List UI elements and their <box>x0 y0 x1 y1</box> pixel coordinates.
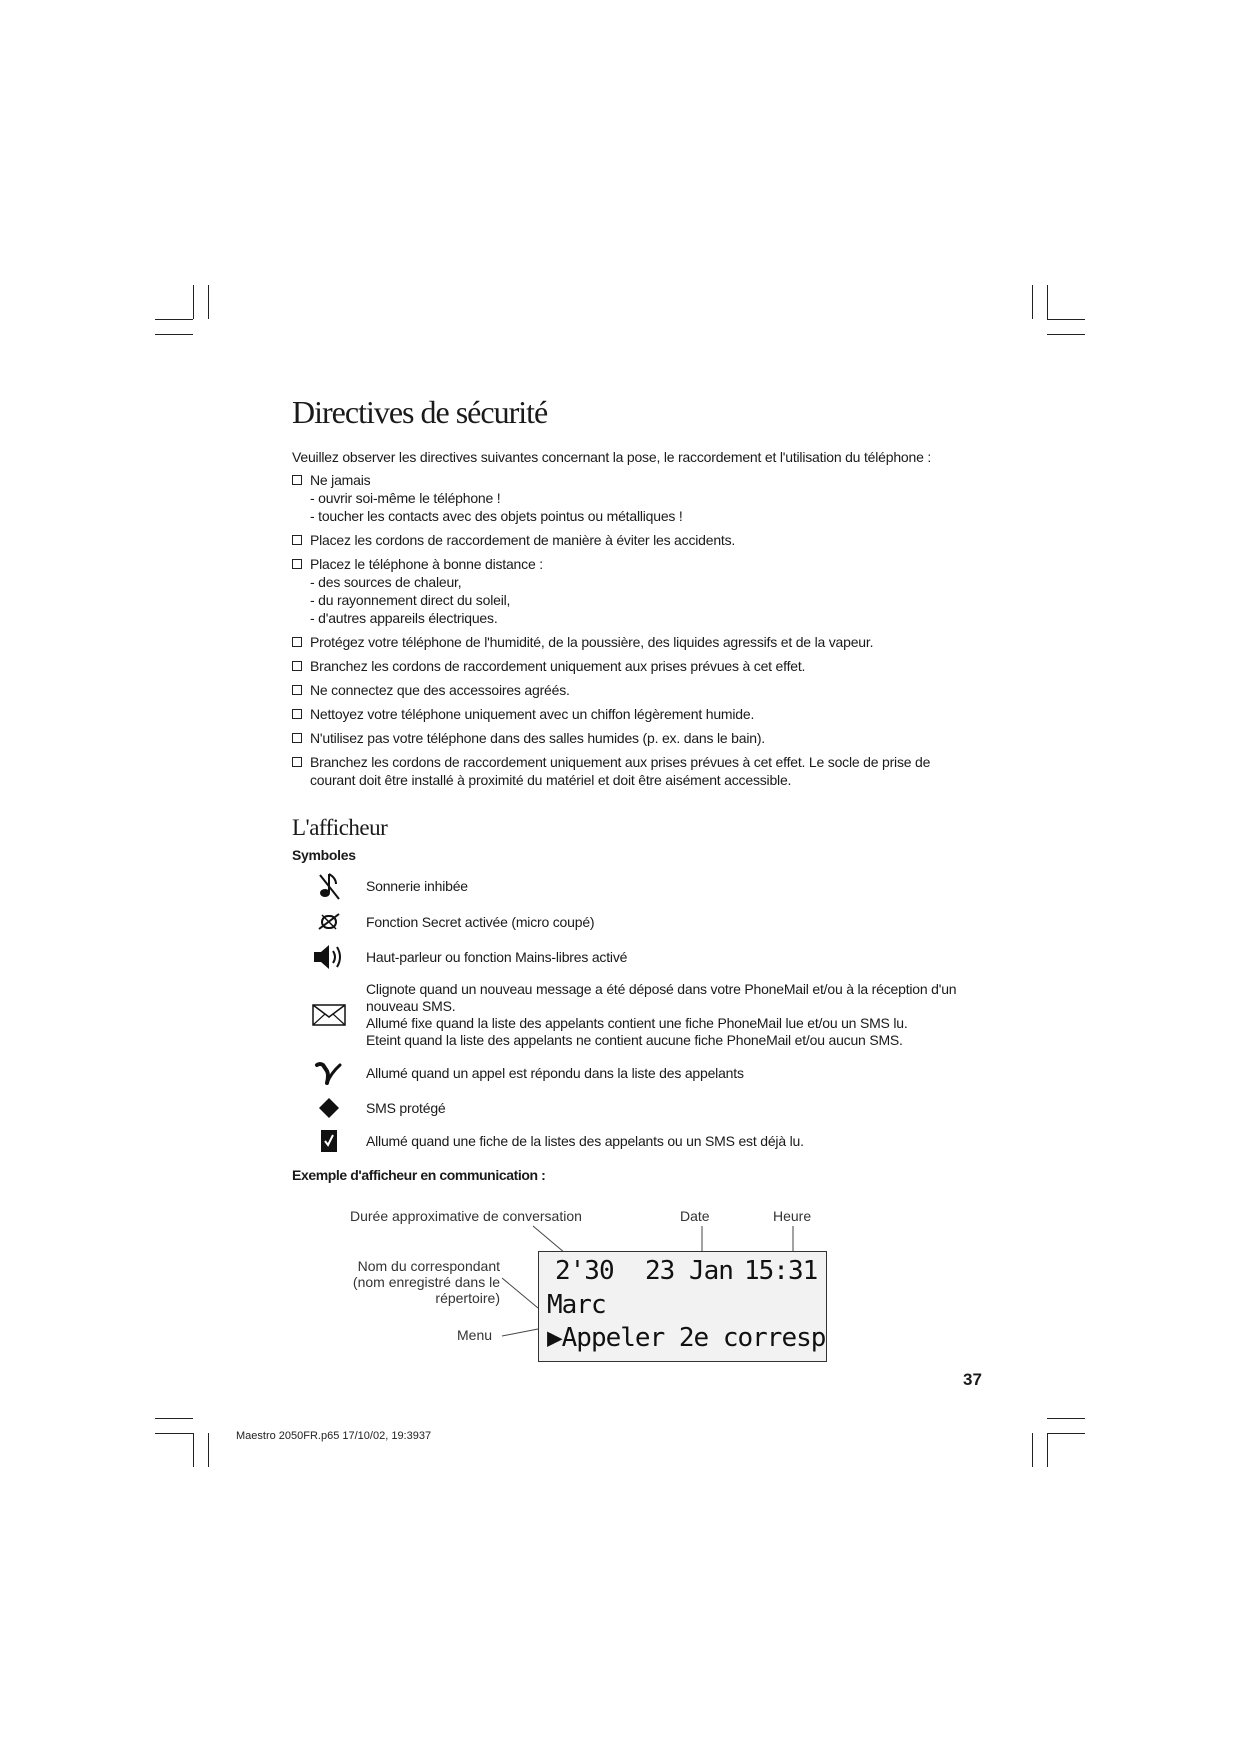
symbol-description: Fonction Secret activée (micro coupé) <box>366 913 595 930</box>
symbols-heading: Symboles <box>292 847 356 864</box>
page-content <box>292 395 962 1183</box>
symbol-row <box>292 981 962 1049</box>
symbol-description: Allumé quand un appel est répondu dans la liste des appelants <box>366 1064 744 1081</box>
envelope-icon <box>292 1004 366 1026</box>
symbol-description: Allumé quand une fiche de la listes des appelants ou un SMS est déjà lu. <box>366 1132 804 1149</box>
symbol-row <box>292 1097 962 1119</box>
safety-item-text: Ne jamais <box>310 472 371 489</box>
symbol-row <box>292 911 962 933</box>
symbol-description: Sonnerie inhibée <box>366 877 468 894</box>
section-title-safety: Directives de sécurité <box>292 394 548 430</box>
safety-item <box>292 753 962 789</box>
label-date: Date <box>680 1208 710 1224</box>
lcd-date: 23 Jan <box>645 1256 733 1286</box>
safety-item-text: Placez le téléphone à bonne distance : <box>310 556 543 573</box>
symbol-description: Clignote quand un nouveau message a été déposé dans votre PhoneMail et/ou à la réception d'un nouveau SMS. Allumé fixe quand la liste des appelants contient une fiche PhoneMail lue et/ou un SMS lu. Eteint quand la liste des appelants ne contient aucune fiche PhoneMail et/ou aucun SMS. <box>366 981 957 1049</box>
checkbox-bullet-icon <box>292 535 302 545</box>
checkbox-bullet-icon <box>292 559 302 569</box>
symbol-description: SMS protégé <box>366 1099 446 1116</box>
display-example-diagram <box>325 1208 845 1368</box>
checkbox-bullet-icon <box>292 733 302 743</box>
safety-item <box>292 729 962 747</box>
checkbox-bullet-icon <box>292 661 302 671</box>
safety-item-text: Placez les cordons de raccordement de manière à éviter les accidents. <box>310 532 736 549</box>
symbol-row <box>292 1059 962 1087</box>
symbol-description: Haut-parleur ou fonction Mains-libres activé <box>366 948 628 965</box>
mute-icon <box>292 911 366 933</box>
safety-item-text: Ne connectez que des accessoires agréés. <box>310 682 570 699</box>
safety-item-text: Branchez les cordons de raccordement uniquement aux prises prévues à cet effet. <box>310 658 806 675</box>
safety-list <box>292 471 962 789</box>
safety-item <box>292 633 962 651</box>
symbol-row <box>292 871 962 901</box>
label-time: Heure <box>773 1208 812 1224</box>
safety-subitem: - ouvrir soi-même le téléphone ! <box>310 490 501 507</box>
safety-item <box>292 555 962 627</box>
call-answered-icon <box>292 1059 366 1087</box>
checkbox-bullet-icon <box>292 757 302 767</box>
safety-subitem: - toucher les contacts avec des objets pointus ou métalliques ! <box>310 508 683 525</box>
safety-item <box>292 705 962 723</box>
safety-item-text: Branchez les cordons de raccordement uniquement aux prises prévues à cet effet. Le socle de prise de courant doit être installé à proximité du matériel et doit être aisément accessible. <box>310 754 931 789</box>
safety-item <box>292 471 962 525</box>
safety-subitem: - du rayonnement direct du soleil, <box>310 592 511 609</box>
safety-item-text: Protégez votre téléphone de l'humidité, de la poussière, des liquides agressifs et de la vapeur. <box>310 634 874 651</box>
symbol-row <box>292 1129 962 1153</box>
checkbox-bullet-icon <box>292 709 302 719</box>
symbols-list <box>292 871 962 1153</box>
page-number: 37 <box>963 1370 982 1389</box>
safety-intro: Veuillez observer les directives suivantes concernant la pose, le raccordement et l'utilisation du téléphone : <box>292 449 932 466</box>
safety-item <box>292 681 962 699</box>
safety-item <box>292 657 962 675</box>
safety-subitem: - d'autres appareils électriques. <box>310 610 498 627</box>
checkbox-bullet-icon <box>292 637 302 647</box>
label-duration: Durée approximative de conversation <box>350 1208 582 1224</box>
read-check-icon <box>292 1129 366 1153</box>
label-menu: Menu <box>457 1327 493 1343</box>
section-title-display: L'afficheur <box>292 815 388 841</box>
print-footer: Maestro 2050FR.p65 17/10/02, 19:3937 <box>236 1430 432 1442</box>
example-heading: Exemple d'afficheur en communication : <box>292 1167 546 1184</box>
lcd-menu: ▶Appeler 2e corresp <box>547 1323 826 1353</box>
safety-item-text: Nettoyez votre téléphone uniquement avec un chiffon légèrement humide. <box>310 706 755 723</box>
lcd-screen <box>538 1251 827 1362</box>
lcd-time: 15:31 <box>744 1256 818 1286</box>
ringer-off-icon <box>292 871 366 901</box>
checkbox-bullet-icon <box>292 475 302 485</box>
lcd-duration: 2'30 <box>555 1256 614 1286</box>
symbol-row <box>292 943 962 971</box>
lcd-name: Marc <box>547 1290 606 1320</box>
safety-subitem: - des sources de chaleur, <box>310 574 462 591</box>
label-name: Nom du correspondant (nom enregistré dans le répertoire) <box>352 1258 500 1306</box>
safety-item <box>292 531 962 549</box>
checkbox-bullet-icon <box>292 685 302 695</box>
speaker-icon <box>292 943 366 971</box>
diamond-icon <box>292 1097 366 1119</box>
safety-item-text: N'utilisez pas votre téléphone dans des salles humides (p. ex. dans le bain). <box>310 730 765 747</box>
